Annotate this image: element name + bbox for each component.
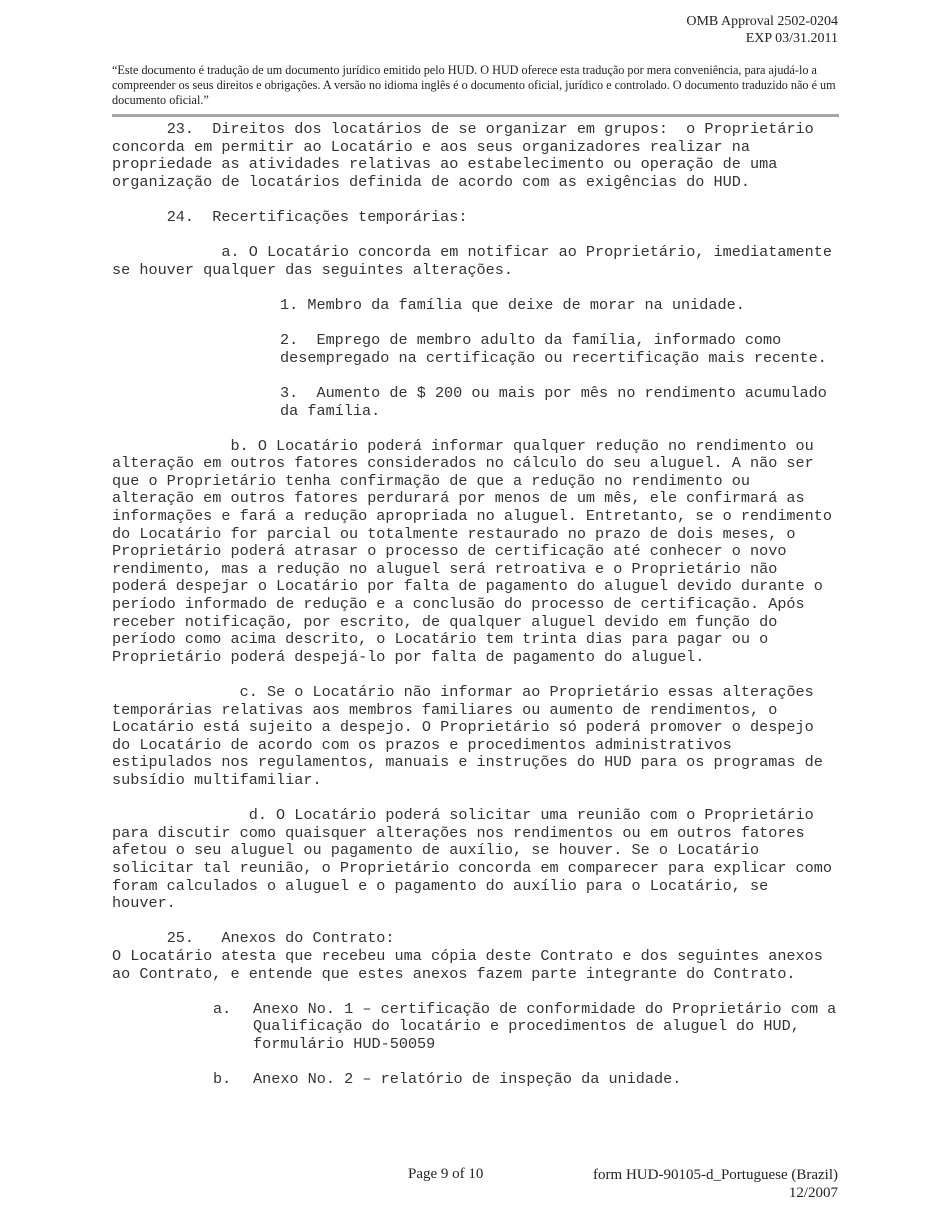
list-item: 2. Emprego de membro adulto da família, informado como desempregado na certificação ou recertificação mais recente. [280,331,827,367]
form-identifier-block [593,1166,838,1202]
omb-expiration: EXP 03/31.2011 [745,31,838,46]
omb-approval-block [686,13,838,47]
document-body [112,120,842,1089]
header-divider [112,114,839,117]
section-24-b: b. O Locatário poderá informar qualquer redução no rendimento ou alteração em outros fatores considerados no cálculo do seu aluguel. A não ser que o Proprietário tenha confirmação de que a redução no rendimento ou alteração em outros fatores perdurará por menos de um mês, ele confirmará as informações e fará a redução apropriada no aluguel. Entretanto, se o rendimento do Locatário for parcial ou totalmente restaurado no prazo de dois meses, o Proprietário poderá atrasar o processo de certificação até conhecer o novo rendimento, mas a redução no aluguel será retroativa e o Proprietário não poderá despejar o Locatário por falta de pagamento do aluguel devido durante o período informado de redução e a conclusão do processo de certificação. Após receber notificação, por escrito, de qualquer aluguel devido em função do período como acima descrito, o Locatário tem trinta dias para pagar ou o Proprietário poderá despejá-lo por falta de pagamento do aluguel. [112,436,842,666]
annex-item [213,1071,839,1089]
section-23: 23. Direitos dos locatários de se organizar em grupos: o Proprietário concorda em permitir ao Locatário e aos seus organizadores realizar na propriedade as atividades relativas ao estabelecimento ou operação de uma organização de locatários definida de acordo com as exigências do HUD. [112,120,823,191]
translation-disclaimer: “Este documento é tradução de um documento jurídico emitido pelo HUD. O HUD oferece esta tradução por mera conveniência, para ajudá-lo a compreender os seus direitos e obrigações. A versão no idioma inglês é o documento oficial, jurídico e controlado. O documento traduzido não é um documento oficial.” [112,63,836,107]
section-25-text: O Locatário atesta que recebeu uma cópia deste Contrato e dos seguintes anexos ao Contrato, e entende que estes anexos fazem parte integrante do Contrato. [112,946,833,983]
list-item: 3. Aumento de $ 200 ou mais por mês no rendimento acumulado da família. [280,383,836,420]
section-25-title: 25. Anexos do Contrato: [112,929,395,948]
annex-text: Anexo No. 2 – relatório de inspeção da unidade. [253,1070,682,1089]
section-24-a: a. O Locatário concorda em notificar ao Proprietário, imediatamente se houver qualquer das seguintes alterações. [112,243,842,279]
section-24-title: 24. Recertificações temporárias: [112,207,468,226]
annex-item [213,1001,839,1054]
annex-label: a. [213,999,232,1018]
omb-approval-number: OMB Approval 2502-0204 [686,14,838,29]
section-24-d: d. O Locatário poderá solicitar uma reunião com o Proprietário para discutir como quaisquer alterações nos rendimentos ou em outros fatores afetou o seu aluguel ou pagamento de auxílio, se houver. Se o Locatário solicitar tal reunião, o Proprietário concorda em comparecer para explicar como foram calculados o aluguel e o pagamento do auxílio para o Locatário, se houver. [112,806,842,913]
form-date: 12/2007 [788,1185,838,1201]
section-24-c: c. Se o Locatário não informar ao Proprietário essas alterações temporárias relativas aos membros familiares ou aumento de rendimentos, o Locatário está sujeito a despejo. O Proprietário só poderá promover o despejo do Locatário de acordo com os prazos e procedimentos administrativos estipulados nos regulamentos, manuais e instruções do HUD para os programas de subsídio multifamiliar. [112,683,833,789]
annex-label: b. [213,1070,232,1089]
list-item: 1. Membro da família que deixe de morar na unidade. [280,295,745,314]
form-identifier: form HUD-90105-d_Portuguese (Brazil) [593,1167,838,1183]
page-number: Page 9 of 10 [408,1166,484,1182]
annex-text: Anexo No. 1 – certificação de conformidade do Proprietário com a Qualificação do locatário e procedimentos de aluguel do HUD, formulário HUD-50059 [253,999,837,1053]
